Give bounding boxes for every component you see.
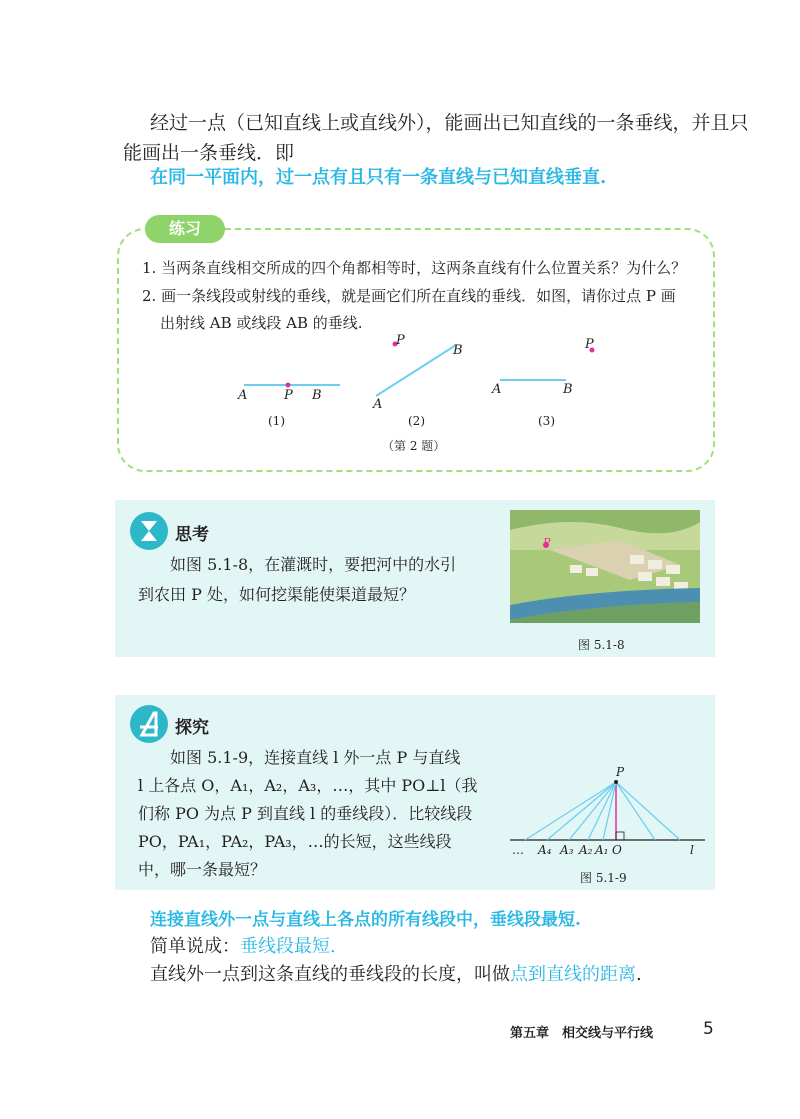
think-title: 思考: [175, 525, 209, 545]
page-number: 5: [703, 1019, 714, 1039]
conclusion-line-3-suffix: .: [636, 964, 642, 985]
explore-fig-a2: A₂: [579, 843, 593, 857]
explore-fig-p: P: [616, 765, 625, 779]
explore-text-line-4: PO，PA₁，PA₂，PA₃，…的长短，这些线段: [138, 832, 452, 851]
conclusion-line-1: 连接直线外一点与直线上各点的所有线段中，垂线段最短.: [150, 910, 581, 930]
fig3-label-a: A: [492, 382, 502, 397]
fig2-label-b: B: [453, 343, 463, 358]
explore-badge-icon: [130, 705, 168, 743]
conclusion-line-3-prefix: 直线外一点到这条直线的垂线段的长度，叫做: [150, 964, 510, 985]
explore-fig-a4: A₄: [538, 843, 552, 857]
explore-fig-dots: …: [512, 843, 524, 857]
fig1-label-a: A: [238, 388, 248, 403]
explore-title: 探究: [175, 718, 209, 738]
fig1-label-b: B: [312, 388, 322, 403]
think-text-line-1: 如图 5.1-8，在灌溉时，要把河中的水引: [170, 555, 457, 574]
explore-fig-a1: A₁: [595, 843, 609, 857]
right-angle-mark: [616, 832, 624, 840]
fig2-segment: [376, 345, 456, 396]
fig2-label-a: A: [373, 397, 383, 412]
exercise-item-2-line-1: 2. 画一条线段或射线的垂线，就是画它们所在直线的垂线．如图，请你过点 P 画: [142, 287, 676, 305]
explore-fig-a3: A₃: [560, 843, 574, 857]
fig3-label-p: P: [585, 337, 594, 352]
conclusion-line-3: [150, 960, 642, 986]
think-text-line-2: 到农田 P 处，如何挖渠能使渠道最短？: [138, 585, 415, 604]
fig2-caption: (2): [408, 414, 425, 428]
segment-extra-3: [616, 782, 680, 840]
exercise-item-2-line-2: 出射线 AB 或线段 AB 的垂线.: [160, 314, 363, 332]
intro-line-1: 经过一点（已知直线上或直线外），能画出已知直线的一条垂线，并且只: [150, 112, 749, 134]
exercise-tag: 练习: [145, 215, 225, 243]
fig1-point-p: [286, 383, 291, 388]
explore-text-line-5: 中，哪一条最短？: [138, 860, 267, 879]
think-caption: 图 5.1-8: [578, 638, 625, 652]
segment-extra-2: [616, 782, 655, 840]
conclusion-line-2-highlight: 垂线段最短.: [240, 936, 336, 957]
chapter-title: 第五章 相交线与平行线: [510, 1026, 654, 1041]
explore-caption: 图 5.1-9: [580, 871, 627, 885]
fig3-label-b: B: [563, 382, 573, 397]
fig1-label-p: P: [284, 388, 293, 403]
explore-fig-l: l: [690, 843, 694, 857]
photo-label-p: P: [543, 536, 551, 549]
fig3-caption: (3): [538, 414, 555, 428]
distance-term: 点到直线的距离: [510, 964, 636, 985]
conclusion-line-2-prefix: 简单说成：: [150, 936, 240, 957]
conclusion-line-2: [150, 932, 336, 958]
intro-line-2: 能画出一条垂线．即: [123, 142, 295, 164]
perpendicular-theorem: 在同一平面内，过一点有且只有一条直线与已知直线垂直.: [150, 167, 607, 188]
explore-fig-o: O: [612, 843, 622, 857]
point-p: [614, 780, 618, 784]
explore-text-line-3: 们称 PO 为点 P 到直线 l 的垂线段）．比较线段: [138, 804, 473, 823]
fig2-label-p: P: [396, 333, 405, 348]
explore-text-line-1: 如图 5.1-9，连接直线 l 外一点 P 与直线: [170, 748, 461, 767]
explore-text-line-2: l 上各点 O，A₁，A₂，A₃，…，其中 PO⊥l（我: [138, 776, 478, 795]
fig1-caption: (1): [268, 414, 285, 428]
exercise-item-1: 1. 当两条直线相交所成的四个角都相等时，这两条直线有什么位置关系？为什么？: [142, 259, 687, 277]
irrigation-photo: [510, 510, 700, 623]
exercise-figure-caption: （第 2 题）: [382, 439, 446, 453]
think-badge-icon: [130, 512, 168, 550]
segment-pa4: [547, 782, 616, 840]
